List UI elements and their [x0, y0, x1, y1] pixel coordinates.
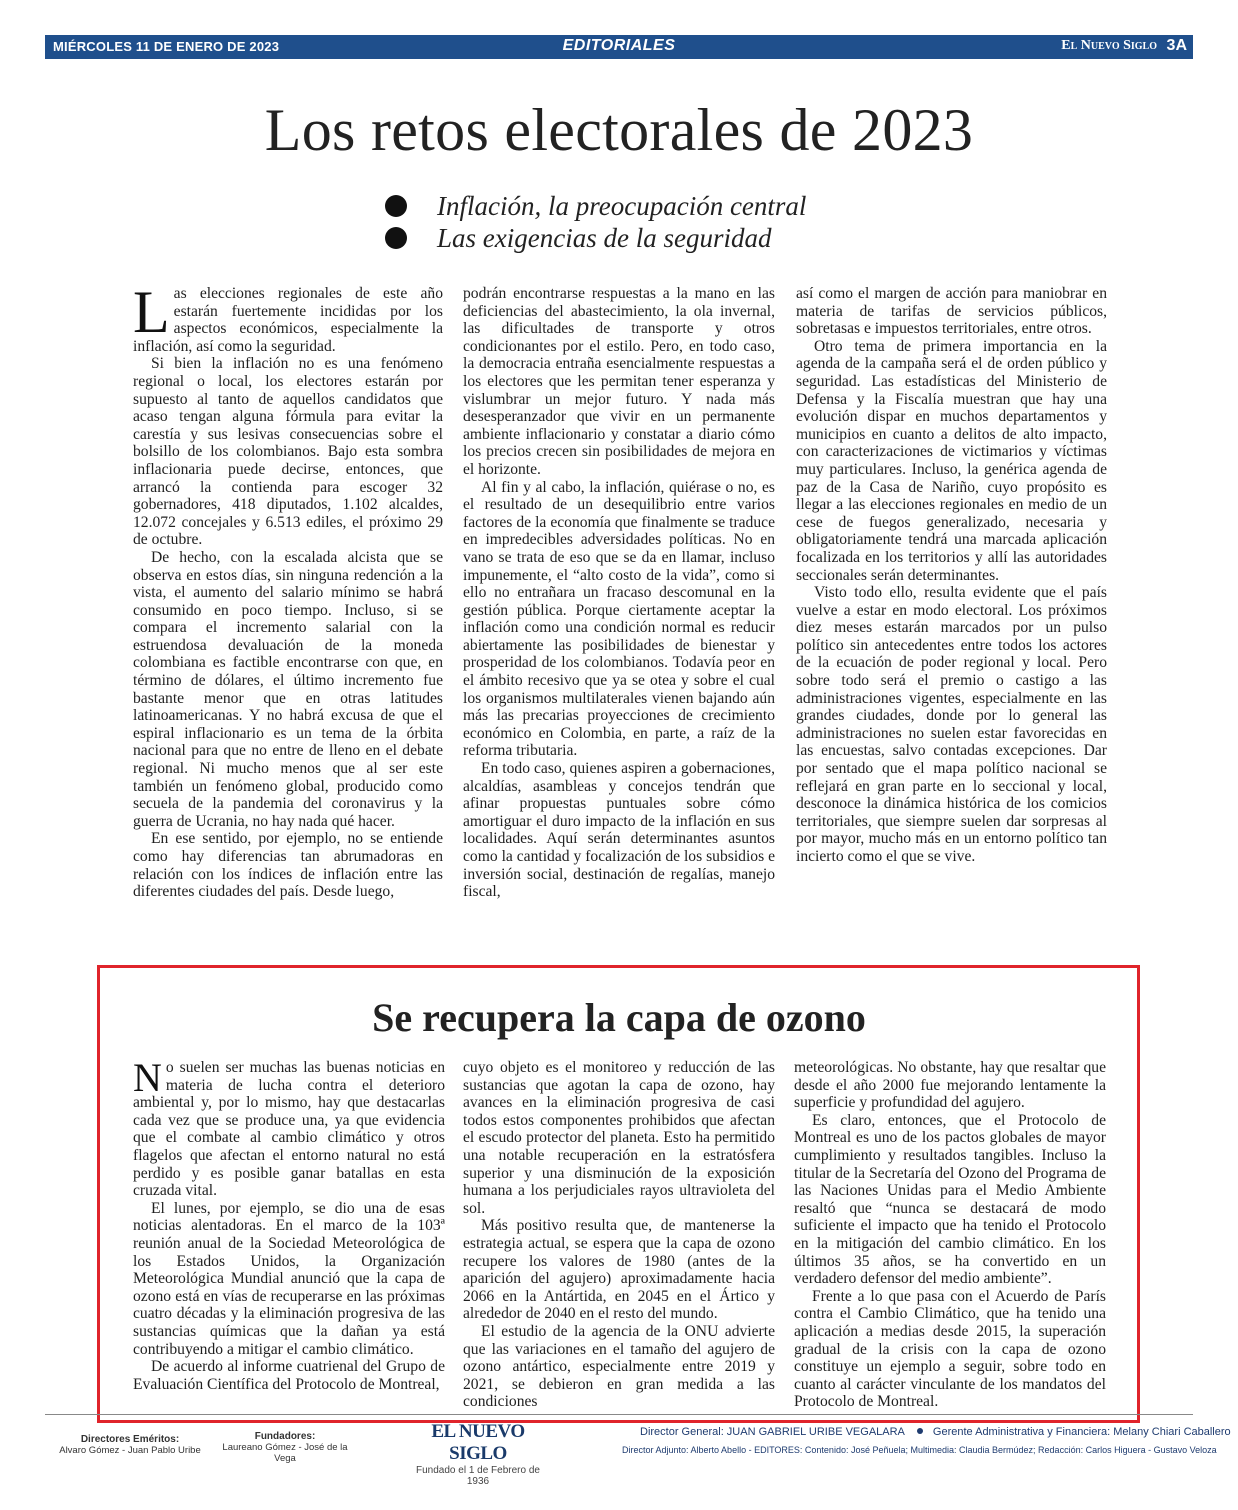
paragraph: Frente a lo que pasa con el Acuerdo de París contra el Cambio Climático, que ha tenido una aplicación a medias desde 2015, la superación gradual de la crisis con la capa de ozono constituye un ejemplo a seguir, sobre todo en cuanto al carácter vinculante de los mandatos del Protocolo de Montreal. — [794, 1287, 1106, 1411]
paragraph: El lunes, por ejemplo, se dio una de esas noticias alentadoras. En el marco de la 103ª reunión anual de la Sociedad Meteorológica de los Estados Unidos, la Organización Meteorológica Mundial anunció que la capa de ozono está en vías de recuperarse en las próximas cuatro décadas y la eliminación progresiva de las sustancias químicas que la dañan ya está contribuyendo a mitigar el cambio climático. — [133, 1199, 445, 1358]
directors-names: Alvaro Gómez - Juan Pablo Uribe — [59, 1445, 201, 1456]
bullet-text: Las exigencias de la seguridad — [437, 222, 772, 253]
editorial-1-title: Los retos electorales de 2023 — [264, 97, 974, 163]
bullet-item — [385, 190, 806, 222]
footer-founders — [215, 1431, 355, 1464]
footer-management — [640, 1426, 1231, 1438]
director-general: Director General: JUAN GABRIEL URIBE VEGALARA — [640, 1426, 905, 1438]
paragraph: Si bien la inflación no es una fenómeno regional o local, los electores estarán por supuesto al tanto de aquellos candidatos que acaso tengan alguna fórmula para evitar la carestía y sus lesivas consecuencias sobre el bolsillo de los colombianos. Bajo esta sombra inflacionaria puede decirse, entonces, que arrancó la contienda para escoger 32 gobernadores, 418 diputados, 1.102 alcaldes, 12.072 concejales y 6.513 ediles, el próximo 29 de octubre. — [133, 355, 443, 549]
paragraph-text: o suelen ser muchas las buenas noticias en materia de lucha contra el deterioro ambiental y, por lo mismo, hay que destacarlas cada vez que se produce una, ya que evidencia que el combate al cambio climático y otros flagelos que afectan el entorno natural no está perdido y es posible ganar batallas en esta cruzada vital. — [133, 1059, 445, 1200]
editorial-2-column-1 — [133, 1055, 445, 1393]
founders-names: Laureano Gómez - José de la Vega — [222, 1442, 348, 1464]
separator-dot-icon — [917, 1428, 923, 1434]
paragraph: De hecho, con la escalada alcista que se observa en estos días, sin ninguna redención a la vista, el aumento del salario mínimo se habrá consumido en poco tiempo. Incluso, si se compara el incremento salarial con la estruendosa devaluación de la moneda colombiana es factible encontrarse con que, en término de dólares, el último incremento fue bastante menor que en otras latitudes latinoamericanas. Y no habrá excusa de que el espiral inflacionario es un tema de la órbita nacional para que no entre de lleno en el debate regional. Ni mucho menos que al ser este también un fenómeno global, producido como secuela de la pandemia del coronavirus y la guerra de Ucrania, no hay nada qué hacer. — [133, 548, 443, 830]
directors-label: Directores Eméritos: — [80, 1434, 180, 1445]
paragraph: Es claro, entonces, que el Protocolo de Montreal es uno de los pactos globales de mayor cumplimiento y resultados tangibles. Incluso la titular de la Secretaría del Ozono del Programa de las Naciones Unidas para el Medio Ambiente resaltó que “nunca se destacará de modo suficiente el impacto que ha tenido el Protocolo en la mitigación del cambio climático. En los últimos 35 años, se ha convertido en un verdadero defensor del medio ambiente”. — [794, 1111, 1106, 1288]
drop-cap: L — [133, 279, 170, 345]
paragraph: De acuerdo al informe cuatrienal del Grupo de Evaluación Científica del Protocolo de Montreal, — [133, 1358, 445, 1393]
footer-editors: Director Adjunto: Alberto Abello - EDITORES: Contenido: José Peñuela; Multimedia: Claudia Bermúdez; Redacción: Carlos Higuera - Gustavo Veloza — [622, 1445, 1217, 1455]
paragraph: Visto todo ello, resulta evidente que el país vuelve a estar en modo electoral. Los próximos diez meses estarán marcados por un pulso político sin antecedentes entre todos los actores de la ecuación de poder regional y local. Pero sobre todo será el premio o castigo a las administraciones vigentes, especialmente en las grandes ciudades, donde por lo general las administraciones no suelen estar favorecidas en las encuestas, salvo contadas excepciones. Dar por sentado que el mapa político nacional se reflejará en gran parte en lo seccional y local, desconoce la dinámica histórica de los comicios territoriales, que siempre suelen dar sorpresas al por mayor, mucho más en un entorno político tan incierto como el que se vive. — [796, 584, 1107, 865]
paragraph: cuyo objeto es el monitoreo y reducción de las sustancias que agotan la capa de ozono, hay avances en la eliminación progresiva de casi todos estos componentes prohibidos que afectan el escudo protector del planeta. Esto ha permitido una notable recuperación en la estratósfera superior y una disminución de la exposición humana a los perjudiciales rayos ultravioleta del sol. — [463, 1059, 775, 1217]
paragraph: así como el margen de acción para maniobrar en materia de tarifas de servicios públicos, sobretasas e impuestos territoriales, entre otros. — [796, 285, 1107, 338]
manager: Gerente Administrativa y Financiera: Melany Chiari Caballero — [932, 1426, 1231, 1438]
editorial-2-column-3 — [794, 1059, 1106, 1411]
masthead: El Nuevo Siglo — [1061, 38, 1157, 53]
newspaper-logo: EL NUEVO SIGLO — [431, 1421, 525, 1464]
header-bar — [45, 35, 1193, 59]
bullet-text: Inflación, la preocupación central — [437, 190, 807, 221]
paragraph: Otro tema de primera importancia en la agenda de la campaña será el de orden público y seguridad. Las estadísticas del Ministerio de Defensa y la Fiscalía muestran que hay una evolución dispar en muchos departamentos y municipios en cuanto a delitos de alto impacto, con caracterizaciones de victimarios y víctimas muy particulares. Incluso, la genérica agenda de paz de la Casa de Nariño, cuyo propósito es llegar a las elecciones regionales en medio de un cese de fuegos generalizado, necesaria y obligatoriamente tendrá una marcada aplicación focalizada en los territorios y allí las autoridades seccionales serán determinantes. — [796, 337, 1107, 584]
footer-logo-block — [413, 1421, 543, 1487]
bullet-dot-icon — [385, 227, 407, 249]
paragraph: meteorológicas. No obstante, hay que resaltar que desde el año 2000 fue mejorando lentamente la superficie y profundidad del agujero. — [794, 1059, 1106, 1112]
drop-cap: N — [133, 1055, 162, 1100]
paragraph-text: as elecciones regionales de este año estarán fuertemente incididas por los aspectos económicos, especialmente la inflación, así como la seguridad. — [133, 285, 443, 355]
paragraph: En todo caso, quienes aspiren a gobernaciones, alcaldías, asambleas y concejos tendrán que afinar propuestas puntuales sobre cómo amortiguar el duro impacto de la inflación en sus localidades. Aquí serán determinantes asuntos como la cantidad y focalización de los subsidios e inversión social, destinación de regalías, manejo fiscal, — [463, 760, 775, 901]
footer-divider — [45, 1414, 1193, 1415]
bullet-item — [385, 222, 806, 254]
bullet-dot-icon — [385, 195, 407, 217]
editorial-1-bullets — [385, 190, 806, 254]
paragraph: Más positivo resulta que, de mantenerse la estrategia actual, se espera que la capa de ozono recupere los valores de 1980 (antes de la aparición del agujero) aproximadamente hacia 2066 en la Antártida, en 2045 en el Ártico y alrededor de 2040 en el resto del mundo. — [463, 1217, 775, 1323]
paragraph — [133, 279, 443, 355]
editorial-1-column-1 — [133, 279, 443, 901]
page-number: 3A — [1166, 37, 1187, 54]
editorial-1-column-2 — [463, 285, 775, 901]
editorial-2-column-2 — [463, 1059, 775, 1411]
editorial-2-title: Se recupera la capa de ozono — [372, 995, 866, 1040]
paragraph: En ese sentido, por ejemplo, no se entiende como hay diferencias tan abrumadoras en relación con los índices de inflación entre las diferentes ciudades del país. Desde luego, — [133, 830, 443, 901]
paragraph: Al fin y al cabo, la inflación, quiérase o no, es el resultado de un desequilibrio entre varios factores de la economía que finalmente se traduce en impredecibles adversidades políticas. No en vano se trata de eso que se da en llamar, incluso impunemente, el “alto costo de la vida”, como si ello no entrañara un fracaso descomunal en la gestión pública. Porque ciertamente aceptar la inflación como una condición normal es reducir abiertamente las posibilidades de bienestar y prosperidad de los colombianos. Todavía peor en el ámbito recesivo que ya se otea y sobre el cual los organismos multilaterales vienen bajando aún más las precarias proyecciones de crecimiento económico en Colombia, en parte, a raíz de la reforma tributaria. — [463, 478, 775, 760]
founders-label: Fundadores: — [254, 1431, 316, 1442]
editorial-1-column-3 — [796, 285, 1107, 866]
footer-directors — [55, 1434, 205, 1456]
paragraph: El estudio de la agencia de la ONU advierte que las variaciones en el tamaño del agujero de ozono antártico, especialmente entre 2019 y 2021, se debieron en gran medida a las condiciones — [463, 1322, 775, 1411]
issue-date: MIÉRCOLES 11 DE ENERO DE 2023 — [53, 39, 280, 54]
paragraph — [133, 1055, 445, 1200]
founded-date: Fundado el 1 de Febrero de 1936 — [416, 1465, 540, 1487]
section-title: EDITORIALES — [562, 37, 676, 54]
paragraph: podrán encontrarse respuestas a la mano en las deficiencias del abastecimiento, la ola invernal, las dificultades de transporte y otros condicionantes por el estilo. Pero, en todo caso, la democracia entraña esencialmente respuestas a los electores que les permitan tener esperanza y vislumbrar un mejor futuro. Y nada más desesperanzador que vivir en un permanente ambiente inflacionario y constatar a diario cómo los precios crecen sin posibilidades de mejora en el horizonte. — [463, 285, 775, 478]
